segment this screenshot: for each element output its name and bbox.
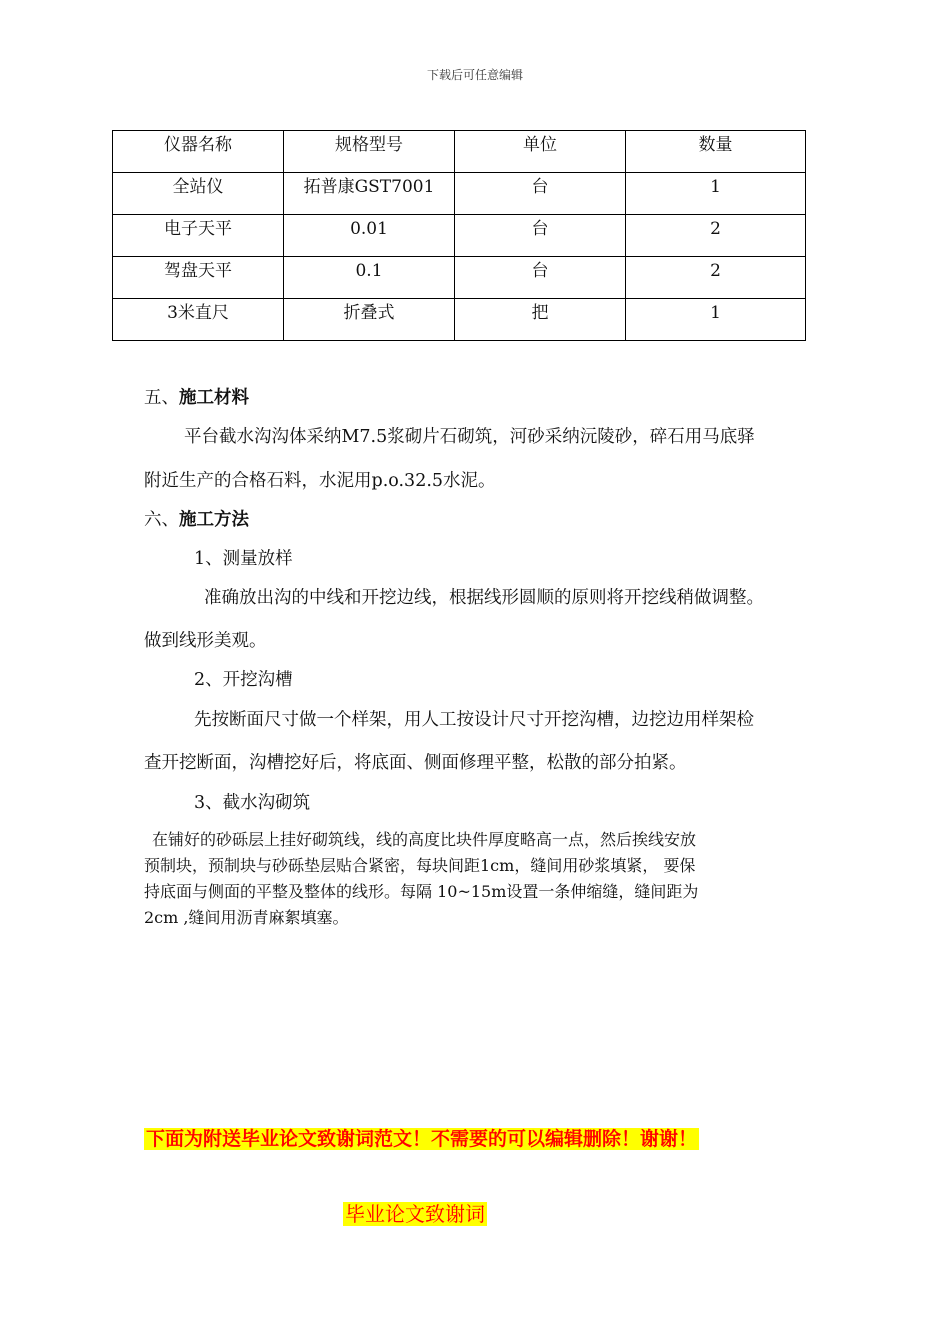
paragraph-line: 预制块，预制块与砂砾垫层贴合紧密，每块间距1cm，缝间用砂浆填紧， 要保	[144, 856, 696, 875]
column-header: 规格型号	[284, 131, 455, 173]
table-cell: 2	[626, 257, 806, 299]
table-cell: 台	[455, 257, 626, 299]
subheading-masonry: 3、截水沟砌筑	[194, 793, 311, 813]
table-row	[113, 299, 806, 341]
paragraph-line: 做到线形美观。	[144, 631, 267, 651]
table-row	[113, 173, 806, 215]
thanks-title	[343, 1198, 487, 1227]
heading-title: 施工方法	[179, 510, 249, 530]
paragraph-line: 2cm ,缝间用沥青麻絮填塞。	[144, 908, 349, 927]
column-header: 仪器名称	[113, 131, 284, 173]
thanks-title-text: 毕业论文致谢词	[345, 1202, 485, 1226]
subheading-survey: 1、测量放样	[194, 549, 293, 569]
table-cell: 3米直尺	[113, 299, 284, 341]
section-heading-methods	[144, 506, 249, 531]
notice-text: 下面为附送毕业论文致谢词范文！不需要的可以编辑删除！谢谢！	[146, 1128, 698, 1150]
table-cell: 拓普康GST7001	[284, 173, 455, 215]
table-cell: 驾盘天平	[113, 257, 284, 299]
table-row	[113, 215, 806, 257]
table-row	[113, 257, 806, 299]
table-cell: 1	[626, 299, 806, 341]
table-cell: 0.1	[284, 257, 455, 299]
table-cell: 把	[455, 299, 626, 341]
paragraph-line: 在铺好的砂砾层上挂好砌筑线，线的高度比块件厚度略高一点，然后挨线安放	[152, 830, 697, 849]
column-header: 数量	[626, 131, 806, 173]
equipment-table	[112, 130, 806, 341]
table-cell: 折叠式	[284, 299, 455, 341]
paragraph-line: 先按断面尺寸做一个样架，用人工按设计尺寸开挖沟槽，边挖边用样架检	[194, 710, 754, 730]
table-cell: 0.01	[284, 215, 455, 257]
section-heading-materials	[144, 384, 249, 409]
notice-banner	[144, 1124, 699, 1151]
table-cell: 1	[626, 173, 806, 215]
table-header-row	[113, 131, 806, 173]
paragraph-line: 持底面与侧面的平整及整体的线形。每隔 10~15m设置一条伸缩缝，缝间距为	[144, 882, 699, 901]
page-header: 下载后可任意编辑	[426, 68, 523, 82]
subheading-excavation: 2、开挖沟槽	[194, 670, 293, 690]
heading-title: 施工材料	[179, 388, 249, 408]
paragraph-line: 附近生产的合格石料，水泥用p.o.32.5水泥。	[144, 471, 496, 491]
paragraph-line: 准确放出沟的中线和开挖边线，根据线形圆顺的原则将开挖线稍做调整。	[204, 588, 764, 608]
table-cell: 全站仪	[113, 173, 284, 215]
table-cell: 台	[455, 215, 626, 257]
paragraph-line: 平台截水沟沟体采纳M7.5浆砌片石砌筑，河砂采纳沅陵砂，碎石用马底驿	[184, 427, 755, 447]
table-cell: 电子天平	[113, 215, 284, 257]
paragraph-line: 查开挖断面，沟槽挖好后，将底面、侧面修理平整，松散的部分拍紧。	[144, 753, 687, 773]
column-header: 单位	[455, 131, 626, 173]
heading-number: 五、	[144, 388, 179, 408]
heading-number: 六、	[144, 510, 179, 530]
table-cell: 2	[626, 215, 806, 257]
table-cell: 台	[455, 173, 626, 215]
